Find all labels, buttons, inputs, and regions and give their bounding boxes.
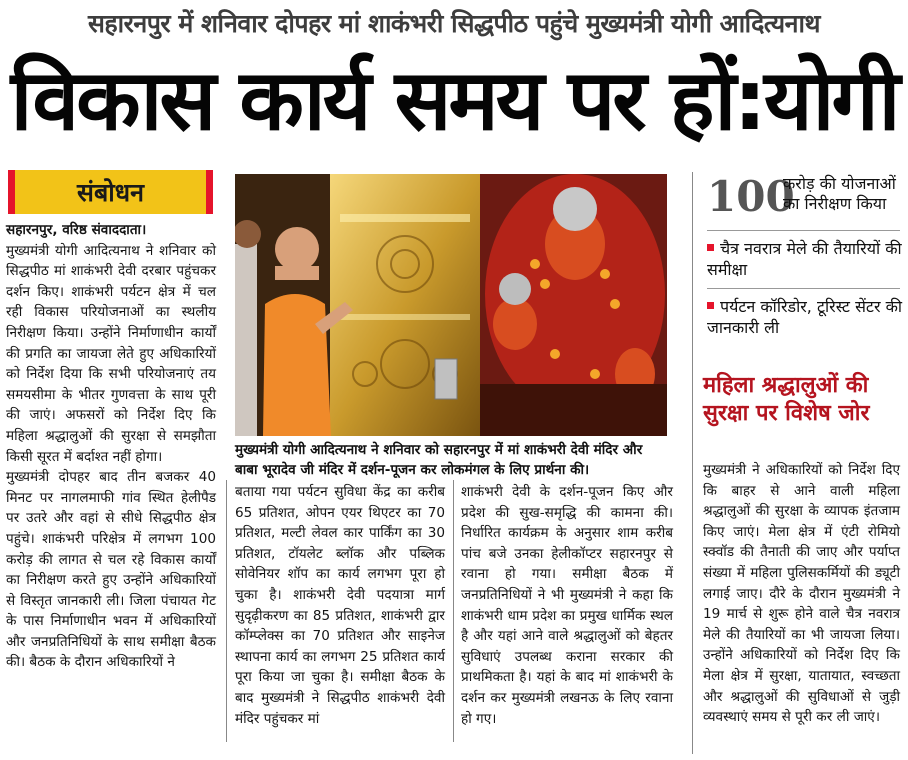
highlight-bullet-1-text: चैत्र नवरात्र मेले की तैयारियों की समीक्षा [707,239,902,279]
article-column-2 [235,482,445,729]
sidebar-heading: महिला श्रद्धालुओं की सुरक्षा पर विशेष जोर [703,373,870,426]
article-column-3 [461,482,673,729]
highlight-number-text: करोड़ की योजनाओं का निरीक्षण किया [783,174,896,213]
column-divider-1 [226,480,227,742]
highlight-bullet-1 [707,238,902,280]
bullet-square-icon [707,244,714,251]
sidebar-body [703,460,900,728]
photo-caption: मुख्यमंत्री योगी आदित्यनाथ ने शनिवार को सहारनपुर में मां शाकंभरी देवी मंदिर और बाबा भूरादेव जी मंदिर में दर्शन-पूजन कर लोकमंगल के लिए प्रार्थना की। [235,442,643,478]
highlight-divider-1 [707,230,900,231]
col1-paragraph-1: मुख्यमंत्री योगी आदित्यनाथ ने शनिवार को सिद्धपीठ मां शाकंभरी देवी दरबार पहुंचकर दर्शन किए। शाकंभरी पर्यटन क्षेत्र में चल रही विकास परियोजनाओं का स्थलीय निरीक्षण किया। उन्होंने निर्माणाधीन कार्यों की प्रगति का जायजा लेते हुए अधिकारियों को निर्देश दिया कि सभी परियोजनाएं तय समयसीमा के भीतर गुणवत्ता के साथ पूरी की जाएं। अफसरों को निर्देश दिए कि महिला श्रद्धालुओं की सुरक्षा से समझौता किसी सूरत में बर्दाश्त नहीं होगा। [6,242,216,465]
section-label-text: संबोधन [77,178,144,207]
col1-paragraph-2: मुख्यमंत्री दोपहर बाद तीन बजकर 40 मिनट पर नागलमाफी गांव स्थित हेलीपैड पर उतरे और वहां से सीधे सिद्धपीठ क्षेत्र पहुंचे। शाकंभरी परिक्षेत्र में लगभग 100 करोड़ की लागत से चल रहे विकास कार्यों का निरीक्षण करते हुए उन्होंने अधिकारियों से विस्तृत जानकारी ली। जिला पंचायत गेट के पास निर्माणाधीन भवन में अधिकारियों और जनप्रतिनिधियों के साथ समीक्षा बैठक की। बैठक के दौरान अधिकारियों ने [6,469,216,671]
bullet-square-icon [707,302,714,309]
col3-paragraph-1: शाकंभरी देवी के दर्शन-पूजन किए और प्रदेश की सुख-समृद्धि की कामना की। निर्धारित कार्यक्रम के अनुसार शाम करीब पांच बजे उनका हेलीकॉप्टर सहारनपुर से रवाना हो गया। समीक्षा बैठक में जनप्रतिनिधियों ने भी मुख्यमंत्री ने कहा कि शाकंभरी धाम प्रदेश का प्रमुख धार्मिक स्थल है और यहां आने वाले श्रद्धालुओं को बेहतर सुविधाएं उपलब्ध कराना सरकार की प्राथमिकता है। यहां के बाद मां शाकंभरी के दर्शन कर मुख्यमंत्री लखनऊ के लिए रवाना हो गए। [461,484,673,727]
kicker-headline: सहारनपुर में शनिवार दोपहर मां शाकंभरी सिद्धपीठ पहुंचे मुख्यमंत्री योगी आदित्यनाथ [87,9,821,38]
highlight-bullet-2 [707,296,902,338]
column-divider-2 [453,480,454,742]
highlight-divider-2 [707,288,900,289]
highlights-box [705,172,903,367]
temple-photo [235,174,667,436]
section-label [8,170,213,214]
article-column-1 [6,220,216,673]
main-headline: विकास कार्य समय पर हों:योगी [10,51,898,149]
highlight-bullet-2-text: पर्यटन कॉरिडोर, टूरिस्ट सेंटर की जानकारी ली [707,297,903,337]
column-divider-3 [692,172,693,754]
col2-paragraph-1: बताया गया पर्यटन सुविधा केंद्र का करीब 65 प्रतिशत, ओपन एयर थिएटर का 70 प्रतिशत, मल्टी लेवल कार पार्किंग का 30 प्रतिशत, टॉयलेट ब्लॉक और पब्लिक सोवेनियर शॉप का कार्य लगभग पूरा हो चुका है। शाकंभरी देवी पदयात्रा मार्ग सुदृढ़ीकरण का 85 प्रतिशत, शाकंभरी द्वार कॉम्प्लेक्स का 70 प्रतिशत और साइनेज स्थापना कार्य का लगभग 25 प्रतिशत कार्य पूरा किया जा चुका है। समीक्षा बैठक के बाद मुख्यमंत्री ने सिद्धपीठ शाकंभरी देवी मंदिर पहुंचकर मां [235,484,445,727]
highlight-number: 100 [707,172,795,221]
photo-illustration [235,174,667,436]
dateline: सहारनपुर, वरिष्ठ संवाददाता। [6,222,147,238]
sidebar-paragraph-1: मुख्यमंत्री ने अधिकारियों को निर्देश दिए कि बाहर से आने वाली महिला श्रद्धालुओं की सुरक्षा के व्यापक इंतजाम किए जाएं। मेला क्षेत्र में एंटी रोमियो स्क्वॉड की तैनाती की जाए और पर्याप्त संख्या में महिला पुलिसकर्मियों की ड्यूटी लगाई जाए। दौरे के दौरान मुख्यमंत्री ने 19 मार्च से शुरू होने वाले चैत्र नवरात्र मेले की तैयारियों का भी जायजा लिया। उन्होंने अधिकारियों को निर्देश दिए कि मेला क्षेत्र में सुरक्षा, यातायात, स्वच्छता और श्रद्धालुओं की सुविधाओं से जुड़ी व्यवस्थाएं समय से पूरी कर ली जाएं। [703,462,900,726]
